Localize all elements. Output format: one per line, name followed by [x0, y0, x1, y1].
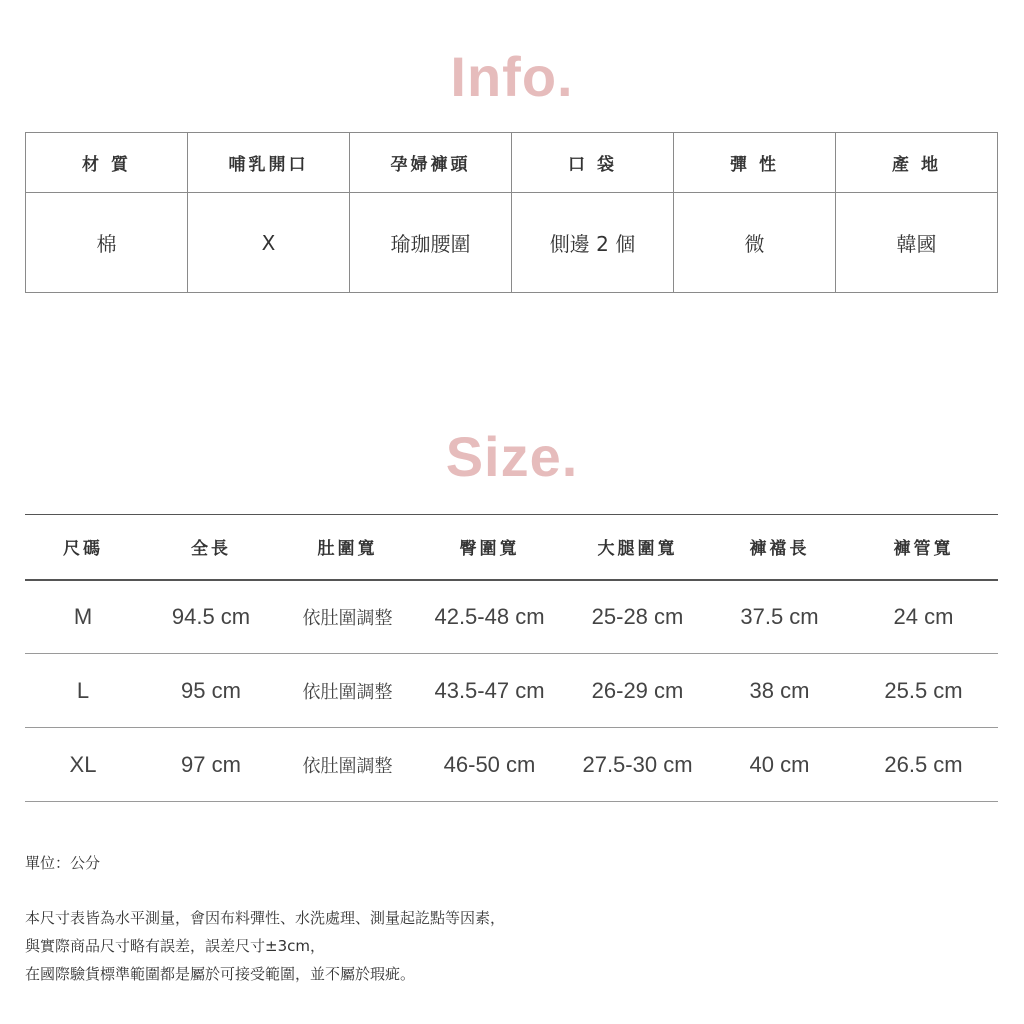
unit-label: 單位：公分: [25, 854, 101, 872]
size-cell: 94.5 cm: [171, 603, 251, 629]
note-line: 在國際驗貨標準範圍都是屬於可接受範圍，並不屬於瑕疵。: [25, 965, 416, 983]
info-header-origin: 產 地: [836, 133, 998, 193]
info-header-pocket: 口 袋: [512, 133, 674, 193]
size-cell: 37.5 cm: [740, 603, 819, 629]
size-header-row: [25, 515, 998, 580]
size-header-size: 尺碼: [63, 539, 103, 560]
size-header-rise: 褲襠長: [749, 539, 810, 560]
size-row-l: [25, 654, 998, 728]
size-cell: 40 cm: [749, 751, 810, 777]
size-cell: 27.5-30 cm: [582, 751, 693, 777]
size-cell: 38 cm: [749, 677, 810, 703]
size-header-thigh: 大腿圍寬: [597, 539, 678, 560]
size-header-waist: 肚圍寬: [317, 539, 378, 560]
info-value-elasticity: 微: [674, 193, 836, 293]
info-table: [25, 132, 998, 293]
size-cell: 46-50 cm: [443, 751, 536, 777]
info-value-pocket: 側邊 2 個: [512, 193, 674, 293]
size-row-xl: [25, 728, 998, 802]
info-value-material: 棉: [26, 193, 188, 293]
measurement-notes: [25, 907, 505, 991]
size-cell: L: [76, 677, 90, 703]
size-cell: XL: [69, 751, 97, 777]
size-cell: 25.5 cm: [884, 677, 963, 703]
size-cell: M: [73, 603, 93, 629]
info-header-elasticity: 彈 性: [674, 133, 836, 193]
note-line: 本尺寸表皆為水平測量，會因布料彈性、水洗處理、測量起訖點等因素，: [25, 909, 506, 927]
note-line: 與實際商品尺寸略有誤差，誤差尺寸±3cm，: [25, 937, 325, 955]
info-value-origin: 韓國: [836, 193, 998, 293]
size-header-hip: 臀圍寬: [459, 539, 520, 560]
info-heading: Info.: [450, 45, 574, 108]
size-header-length: 全長: [191, 539, 231, 560]
size-cell: 42.5-48 cm: [434, 603, 545, 629]
size-cell: 97 cm: [181, 751, 241, 777]
size-cell: 25-28 cm: [591, 603, 684, 629]
info-header-nursing-opening: 哺乳開口: [188, 133, 350, 193]
size-cell: 依肚圍調整: [302, 755, 393, 777]
info-header-row: [26, 133, 998, 193]
size-cell: 依肚圍調整: [302, 607, 393, 629]
size-row-m: [25, 580, 998, 654]
size-cell: 依肚圍調整: [302, 681, 393, 703]
size-cell: 26.5 cm: [884, 751, 963, 777]
size-header-leg-opening: 褲管寬: [893, 539, 954, 560]
size-heading: Size.: [445, 425, 579, 488]
size-cell: 26-29 cm: [591, 677, 684, 703]
info-value-row: [26, 193, 998, 293]
info-header-maternity-waistband: 孕婦褲頭: [350, 133, 512, 193]
size-table: [25, 514, 998, 802]
info-header-material: 材 質: [26, 133, 188, 193]
size-cell: 24 cm: [893, 603, 954, 629]
size-cell: 43.5-47 cm: [434, 677, 545, 703]
size-cell: 95 cm: [181, 677, 241, 703]
info-value-nursing-opening: X: [188, 193, 350, 293]
info-value-maternity-waistband: 瑜珈腰圍: [350, 193, 512, 293]
